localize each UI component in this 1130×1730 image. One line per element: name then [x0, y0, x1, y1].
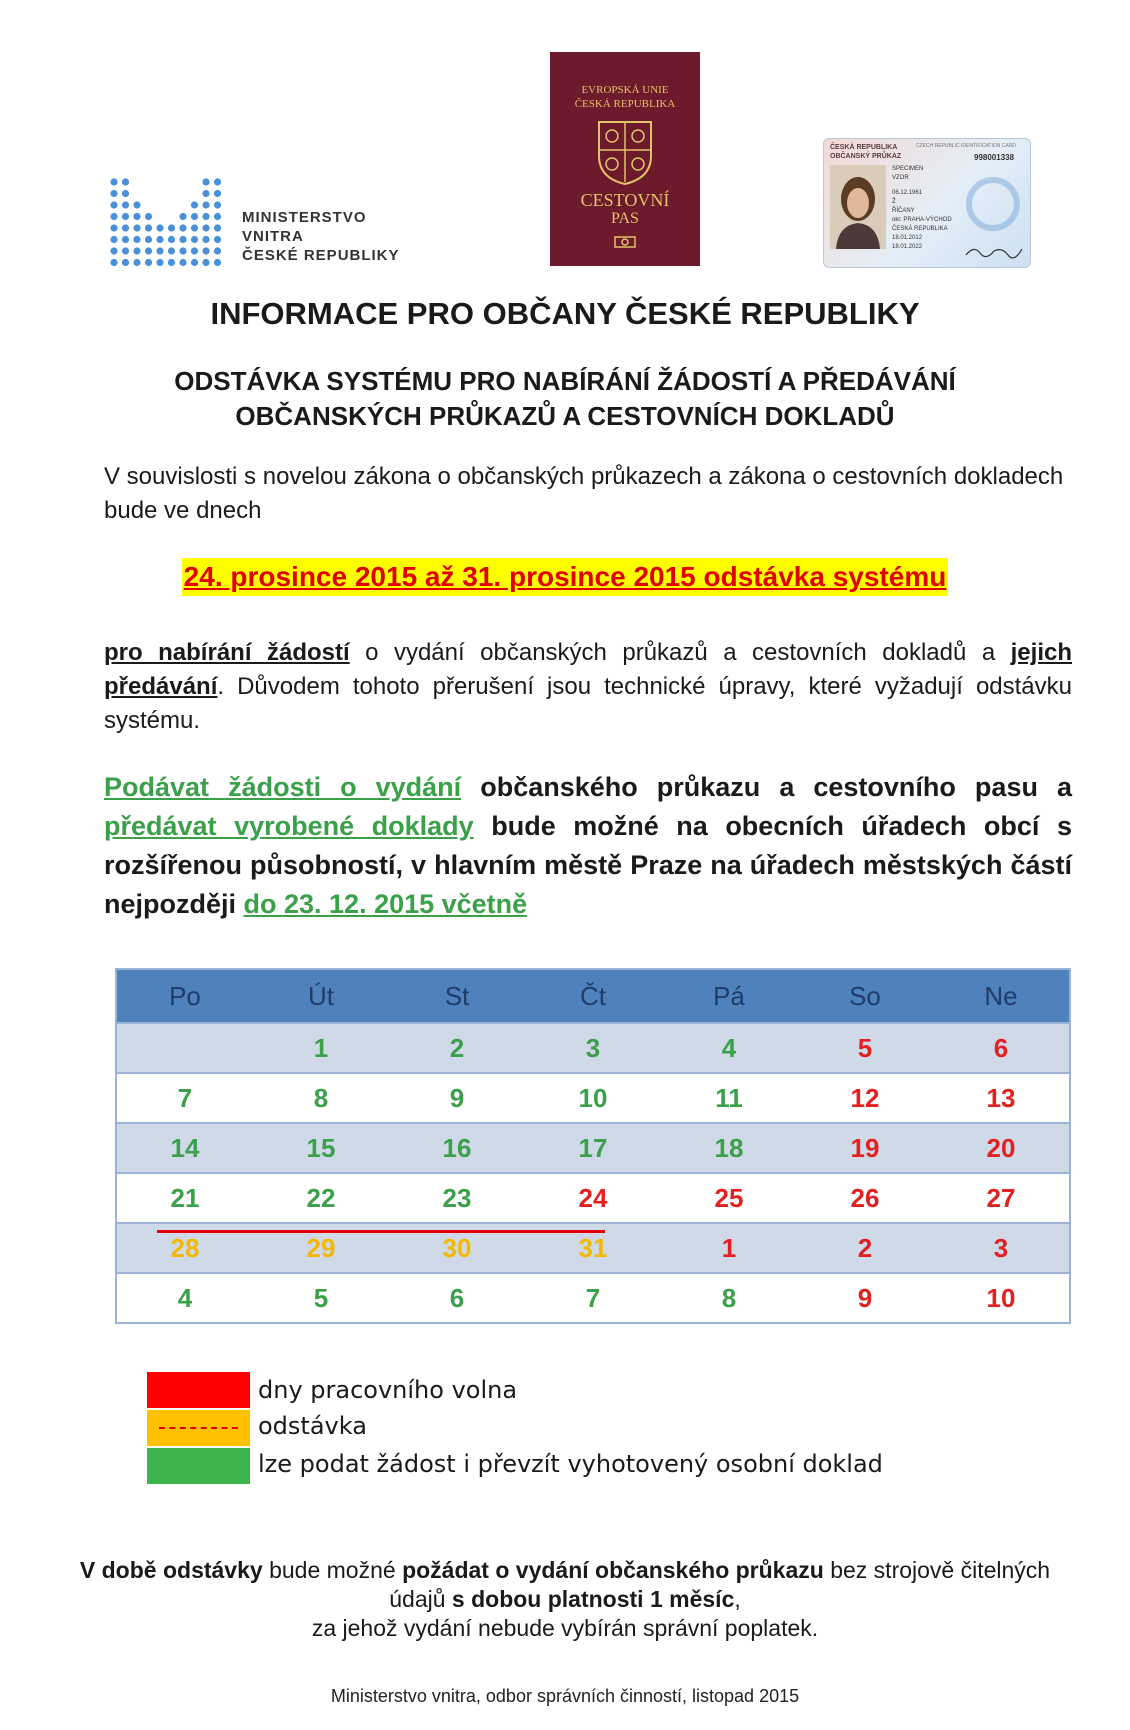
deadline-apply-text: Podávat žádosti o vydání: [104, 772, 462, 802]
note-bold-2: požádat o vydání občanského průkazu: [402, 1557, 824, 1583]
calendar-day: 9: [389, 1073, 525, 1123]
page-title: INFORMACE PRO OBČANY ČESKÉ REPUBLIKY: [210, 296, 920, 331]
calendar-day: 27: [933, 1173, 1069, 1223]
page-subtitle: [90, 364, 1040, 434]
id-card-photo: [830, 165, 886, 249]
id-card-name: VZOR: [892, 175, 909, 181]
id-card-citizenship: ČESKÁ REPUBLIKA: [892, 226, 948, 232]
calendar-day-header: Čt: [525, 970, 661, 1023]
outage-paragraph: [104, 636, 1072, 738]
calendar-day: 3: [525, 1023, 661, 1073]
calendar-day: 24: [525, 1173, 661, 1223]
calendar-day-header: Pá: [661, 970, 797, 1023]
legend-red-swatch: [147, 1372, 250, 1408]
calendar-day: 6: [933, 1023, 1069, 1073]
calendar-day: 8: [661, 1273, 797, 1322]
deadline-text-2: bude možné na obecních úřadech obcí s rozšířenou působností, v hlavním městě Praze na úřadech městských částí nejpozději: [104, 811, 1072, 919]
outage-banner: 24. prosince 2015 až 31. prosince 2015 odstávka systému: [182, 558, 949, 596]
subtitle-line2: OBČANSKÝCH PRŮKAZŮ A CESTOVNÍCH DOKLADŮ: [235, 401, 895, 431]
calendar-day: 15: [253, 1123, 389, 1173]
deadline-text-1: občanského průkazu a cestovního pasu a: [461, 772, 1072, 802]
calendar-day: 1: [253, 1023, 389, 1073]
biometric-chip-icon: [614, 236, 636, 248]
outage-applications-text: pro nabírání žádostí: [104, 639, 350, 666]
eu-stars-hologram-icon: [962, 173, 1024, 235]
id-card-place: okr. PRAHA-VÝCHOD: [892, 217, 952, 223]
intro-paragraph: V souvislosti s novelou zákona o občanských průkazech a zákona o cestovních dokladech bude ve dnech: [104, 463, 1064, 524]
id-card-issued: 18.01.2012: [892, 235, 923, 241]
deadline-date-text: do 23. 12. 2015 včetně: [243, 889, 528, 919]
id-card-number: 998001338: [974, 153, 1015, 162]
id-card-image: [823, 138, 1031, 268]
footer: Ministerstvo vnitra, odbor správních činností, listopad 2015: [330, 1686, 800, 1706]
calendar-day: 21: [117, 1173, 253, 1223]
calendar-day: 18: [661, 1123, 797, 1173]
calendar-day: 22: [253, 1173, 389, 1223]
calendar-week-row: [117, 1073, 1069, 1123]
note-text-3: ,: [734, 1586, 741, 1612]
id-card-header-type: OBČANSKÝ PRŮKAZ: [830, 153, 902, 160]
subtitle-line1: ODSTÁVKA SYSTÉMU PRO NABÍRÁNÍ ŽÁDOSTÍ A PŘEDÁVÁNÍ: [174, 366, 956, 396]
calendar-day: 5: [797, 1023, 933, 1073]
calendar-day-header: So: [797, 970, 933, 1023]
ministry-name-line2: ČESKÉ REPUBLIKY: [242, 247, 400, 264]
calendar-week-row: [117, 1273, 1069, 1322]
calendar-day-header: Ne: [933, 970, 1069, 1023]
calendar-day: 16: [389, 1123, 525, 1173]
calendar-day: 5: [253, 1273, 389, 1322]
calendar-day: 4: [117, 1273, 253, 1322]
legend-green-label: lze podat žádost i převzít vyhotovený osobní doklad: [258, 1450, 883, 1478]
calendar-day: 10: [933, 1273, 1069, 1322]
id-card-header-country: ČESKÁ REPUBLIKA: [830, 144, 898, 151]
calendar-day: 31: [525, 1223, 661, 1273]
calendar-day: 12: [797, 1073, 933, 1123]
calendar-day-header: Út: [253, 970, 389, 1023]
id-card-birth: 06.12.1961: [892, 190, 923, 196]
ministry-name-line1: MINISTERSTVO VNITRA: [242, 209, 367, 245]
calendar-day-header: Po: [117, 970, 253, 1023]
deadline-paragraph: [104, 768, 1072, 924]
note-line3: za jehož vydání nebude vybírán správní poplatek.: [311, 1615, 819, 1641]
deadline-pickup-text: předávat vyrobené doklady: [104, 811, 474, 841]
legend-strike-mark: [159, 1427, 238, 1429]
outage-banner-wrap: [0, 558, 1130, 596]
outage-text-1: o vydání občanských průkazů a cestovních dokladů a: [349, 639, 1011, 666]
passport-country-text: ČESKÁ REPUBLIKA: [574, 98, 676, 110]
ministry-name: [242, 208, 428, 265]
id-card-expiry: 18.01.2022: [892, 244, 923, 250]
calendar-header-row: [117, 970, 1069, 1023]
calendar-day: 14: [117, 1123, 253, 1173]
ministry-dots-icon: [108, 176, 228, 270]
note-bold-1: V době odstávky: [79, 1557, 263, 1583]
calendar-day: 23: [389, 1173, 525, 1223]
ministry-logo: [108, 172, 428, 272]
calendar-day: 9: [797, 1273, 933, 1322]
calendar-day: 13: [933, 1073, 1069, 1123]
outage-note: [60, 1556, 1070, 1643]
calendar-day: 4: [661, 1023, 797, 1073]
calendar-day-header: St: [389, 970, 525, 1023]
calendar-week-row: [117, 1023, 1069, 1073]
outage-strikethrough-line: [157, 1230, 605, 1233]
legend-green-swatch: [147, 1448, 250, 1484]
legend-orange-swatch: [147, 1410, 250, 1446]
passport-eu-text: EVROPSKÁ UNIE: [581, 84, 669, 96]
person-photo-icon: [830, 165, 886, 249]
calendar-day: 17: [525, 1123, 661, 1173]
id-card-surname: SPECIMEN: [892, 166, 924, 172]
id-card-sex: Ž: [892, 199, 896, 205]
id-card-header-en: CZECH REPUBLIC IDENTIFICATION CARD: [916, 143, 1016, 149]
calendar-week-row: [117, 1173, 1069, 1223]
calendar-day: 20: [933, 1123, 1069, 1173]
calendar-day: 7: [117, 1073, 253, 1123]
calendar-day: 8: [253, 1073, 389, 1123]
note-text-2: bez strojově čitelných údajů: [389, 1557, 1051, 1612]
outage-handover-text: jejich předávání: [104, 639, 1072, 700]
calendar-day: 6: [389, 1273, 525, 1322]
calendar-day: 30: [389, 1223, 525, 1273]
calendar-day: 7: [525, 1273, 661, 1322]
signature-icon: [964, 243, 1024, 259]
passport-title-text: CESTOVNÍ: [580, 190, 670, 210]
calendar-day: 19: [797, 1123, 933, 1173]
passport-image: [550, 52, 700, 266]
calendar-day: 2: [797, 1223, 933, 1273]
calendar-day: 28: [117, 1223, 253, 1273]
id-card-birthplace: ŘÍČANY: [892, 208, 915, 214]
outage-text-2: . Důvodem tohoto přerušení jsou technické úpravy, které vyžadují odstávku systému.: [104, 673, 1072, 734]
coat-of-arms-icon: [595, 118, 655, 186]
calendar-day: 26: [797, 1173, 933, 1223]
calendar-table: [115, 968, 1071, 1324]
note-text-1: bude možné: [262, 1557, 403, 1583]
calendar-day: 10: [525, 1073, 661, 1123]
calendar-day: 11: [661, 1073, 797, 1123]
calendar-day: 2: [389, 1023, 525, 1073]
legend-orange-label: odstávka: [258, 1412, 367, 1440]
calendar-day: [117, 1023, 253, 1073]
passport-pas-text: PAS: [611, 210, 639, 227]
calendar-day: 3: [933, 1223, 1069, 1273]
calendar-week-row: [117, 1123, 1069, 1173]
legend-red-label: dny pracovního volna: [258, 1376, 518, 1404]
note-bold-3: s dobou platnosti 1 měsíc: [451, 1586, 735, 1612]
calendar-day: 25: [661, 1173, 797, 1223]
calendar-day: 1: [661, 1223, 797, 1273]
calendar-day: 29: [253, 1223, 389, 1273]
